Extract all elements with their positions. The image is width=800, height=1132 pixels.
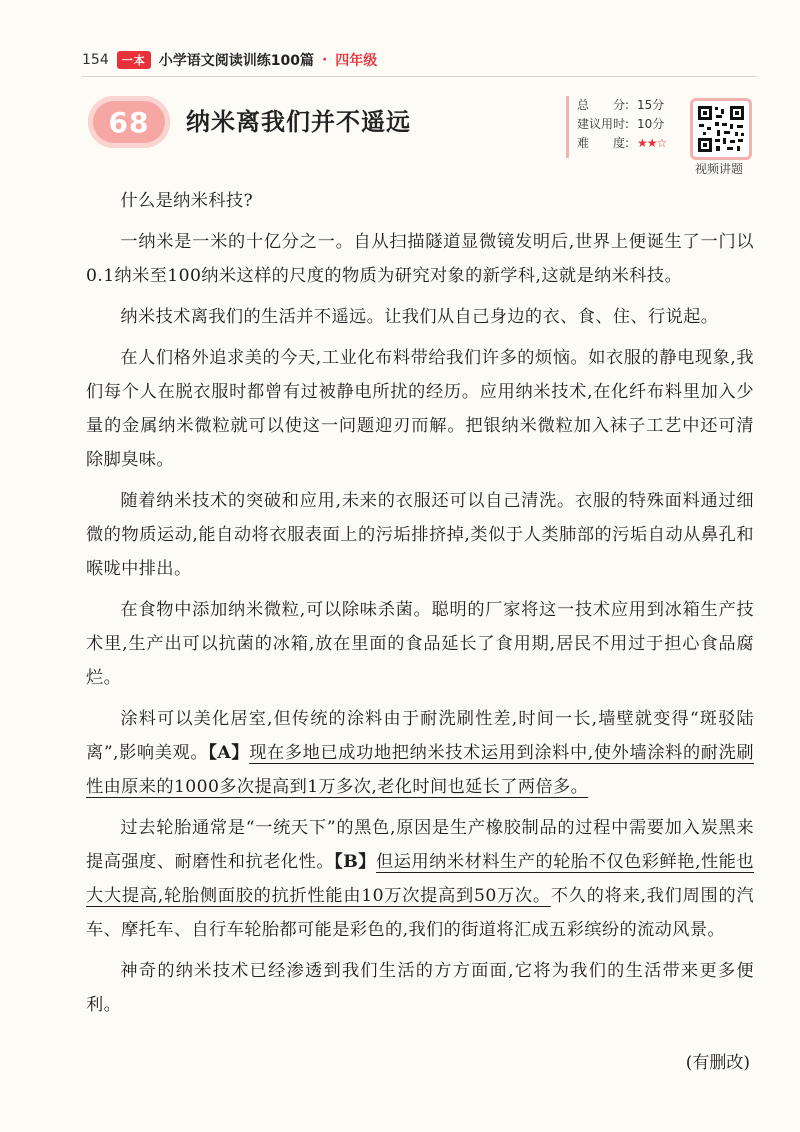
paragraph-2: 一纳米是一米的十亿分之一。自从扫描隧道显微镜发明后,世界上便诞生了一门以0.1纳米至100纳米这样的尺度的物质为研究对象的新学科,这就是纳米科技。	[86, 232, 754, 286]
qr-code-icon	[697, 105, 745, 153]
paragraph-3: 纳米技术离我们的生活并不遥远。让我们从自己身边的衣、食、住、行说起。	[120, 307, 719, 327]
source-note: (有删改)	[685, 1053, 750, 1073]
paragraph-9: 神奇的纳米技术已经渗透到我们生活的方方面面,它将为我们的生活带来更多便利。	[86, 961, 754, 1015]
lesson-title: 纳米离我们并不遥远	[186, 108, 411, 136]
lesson-number: 68	[108, 105, 150, 139]
paragraph-8	[86, 811, 754, 947]
paragraph-8-text: 过去轮胎通常是“一统天下”的黑色,原因是生产橡胶制品的过程中需要加入炭黑来提高强度、耐磨性和抗老化性。	[86, 818, 754, 872]
lesson-number-badge	[88, 96, 170, 148]
score-box	[566, 96, 695, 158]
score-total-row	[577, 96, 695, 115]
score-time-value: 10分	[637, 117, 665, 131]
paragraph-7	[86, 702, 754, 804]
marker-b: 【B】	[334, 852, 376, 872]
header-separator: ·	[321, 52, 328, 68]
running-header	[82, 48, 377, 72]
qr-code[interactable]	[690, 98, 752, 160]
difficulty-stars: ★★☆	[637, 136, 667, 150]
score-total-value: 15分	[637, 98, 665, 112]
qr-caption: 视频讲题	[694, 162, 743, 176]
paragraph-4: 在人们格外追求美的今天,工业化布料带给我们许多的烦恼。如衣服的静电现象,我们每个人在脱衣服时都曾有过被静电所扰的经历。应用纳米技术,在化纤布料里加入少量的金属纳米微粒就可以使这一问题迎刃而解。把银纳米微粒加入袜子工艺中还可清除脚臭味。	[86, 348, 754, 470]
underlined-sentence-b: 但运用纳米材料生产的轮胎不仅色彩鲜艳,性能也大大提高,轮胎侧面胶的抗折性能由10万次提高到50万次。	[86, 852, 754, 906]
paragraph-5: 随着纳米技术的突破和应用,未来的衣服还可以自己清洗。衣服的特殊面料通过细微的物质运动,能自动将衣服表面上的污垢排挤掉,类似于人类肺部的污垢自动从鼻孔和喉咙中排出。	[86, 491, 754, 579]
underlined-sentence-a: 现在多地已成功地把纳米技术运用到涂料中,使外墙涂料的耐洗刷性由原来的1000多次提高到1万多次,老化时间也延长了两倍多。	[86, 743, 755, 797]
marker-a: 【A】	[208, 743, 250, 763]
score-total-label: 总 分:	[577, 98, 630, 112]
article-body	[86, 184, 754, 1029]
score-difficulty-row	[577, 134, 695, 153]
paragraph-7-text: 涂料可以美化居室,但传统的涂料由于耐洗刷性差,时间一长,墙壁就变得“斑驳陆离”,影响美观。	[86, 709, 754, 763]
book-title: 小学语文阅读训练100篇	[158, 53, 314, 69]
paragraph-8-ending: 不久的将来,我们周围的汽车、摩托车、自行车轮胎都可能是彩色的,我们的街道将汇成五彩缤纷的流动风景。	[86, 886, 755, 940]
paragraph-1: 什么是纳米科技?	[120, 191, 254, 211]
header-divider	[82, 76, 757, 77]
grade-label: 四年级	[335, 53, 378, 69]
paragraph-6: 在食物中添加纳米微粒,可以除味杀菌。聪明的厂家将这一技术应用到冰箱生产技术里,生产出可以抗菌的冰箱,放在里面的食品延长了食用期,居民不用过于担心食品腐烂。	[86, 600, 754, 688]
score-difficulty-label: 难 度:	[577, 136, 630, 150]
page-number: 154	[82, 52, 109, 68]
brand-logo: 一本	[117, 51, 151, 69]
score-time-label: 建议用时:	[577, 117, 630, 131]
score-time-row	[577, 115, 695, 134]
